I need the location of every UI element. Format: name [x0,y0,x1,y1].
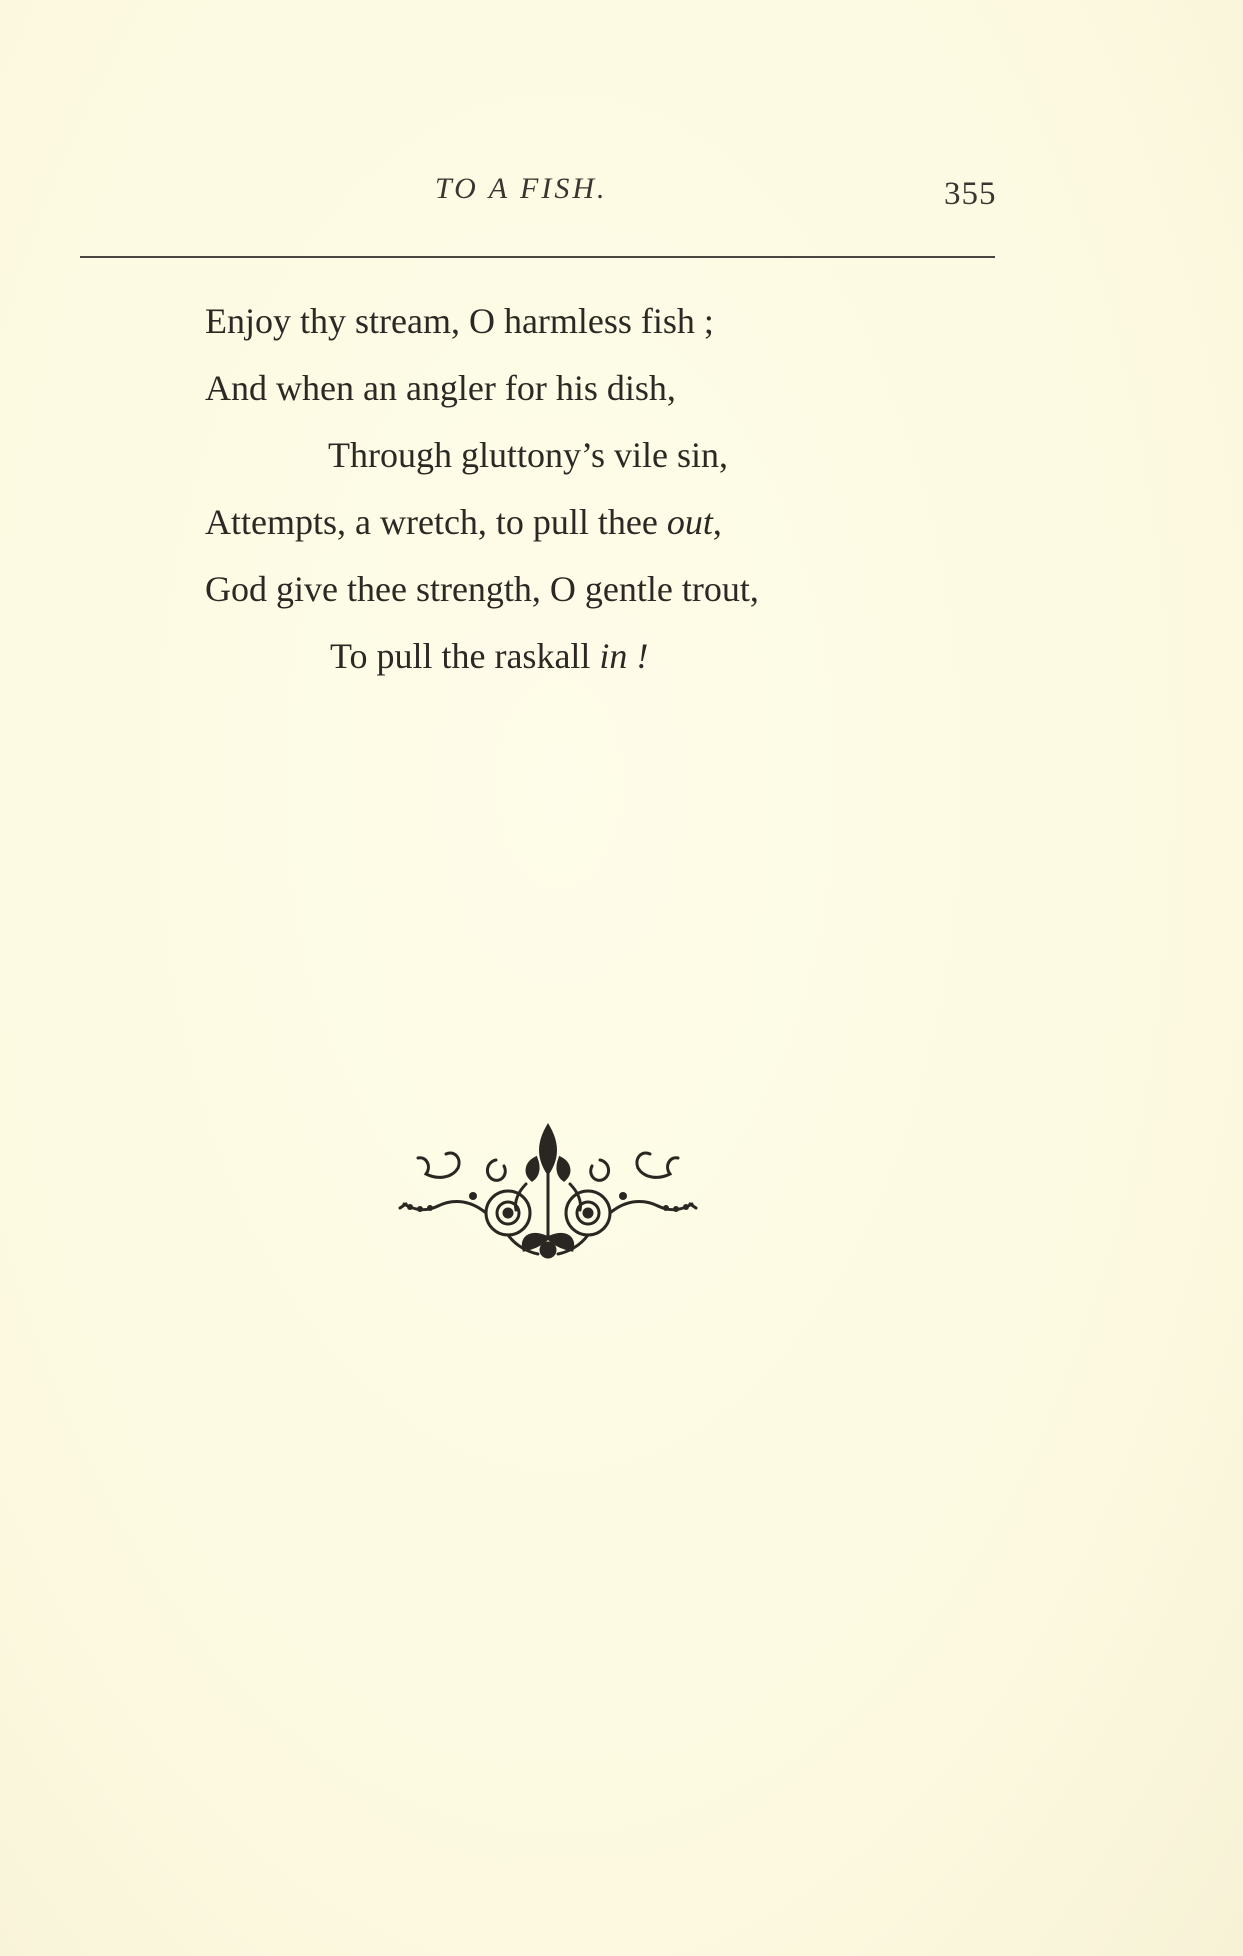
poem-line-3 [328,434,728,476]
poem-line-text: Enjoy thy stream, O harmless fish ; [205,301,714,341]
poem-line-text: Attempts, a wretch, to pull thee [205,502,667,542]
floral-tailpiece-icon [398,1118,698,1268]
poem-line-text: To pull the raskall [330,636,600,676]
poem-line-6 [330,635,648,677]
running-title: TO A FISH. [435,172,608,205]
poem-line-2 [205,367,676,409]
poem-line-text: And when an angler for his dish, [205,368,676,408]
poem-line-4 [205,501,722,543]
poem-line-1 [205,300,714,342]
page-number: 355 [944,176,997,212]
poem-line-emphasis: in ! [599,636,649,676]
poem-line-text: Through gluttony’s vile sin, [328,435,728,475]
poem-line-text: God give thee strength, O gentle trout, [205,569,759,609]
header-rule [80,256,995,258]
poem-line-emphasis: out [666,502,713,542]
poem-line-5 [205,568,759,610]
poem-line-punctuation: , [712,502,722,542]
